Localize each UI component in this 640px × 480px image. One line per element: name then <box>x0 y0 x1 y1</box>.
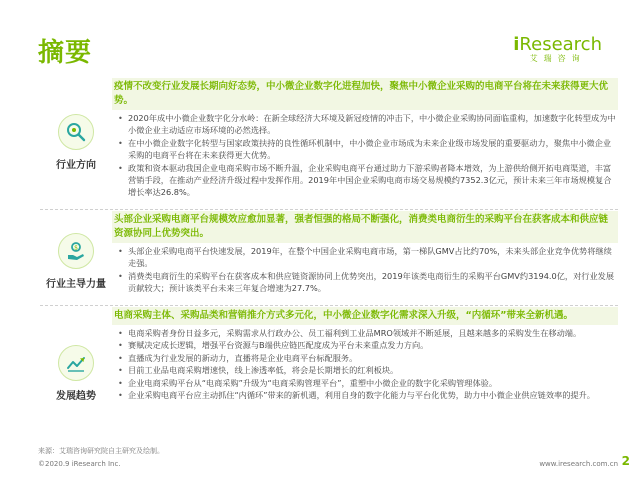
section-content <box>112 211 618 305</box>
logo-name: Research <box>519 34 602 55</box>
bullet-item: • 在中小微企业数字化转型与国家政策扶持的良性循环机制中，中小微企业市场成为未来企业级市场发展的重要驱动力，聚焦中小微企业采购的电商平台将在未来获得更大优势。 <box>122 137 618 162</box>
section-industry-leaders <box>40 211 618 305</box>
bullet-item: • 政策和资本驱动我国企业电商采购市场不断升温，企业采购电商平台通过助力下游采购者降本增效，为上游供给侧开拓电商渠道，丰富营销手段，在推动产业经济升级过程中发挥作用。2019年中国企业采购电商市场交易规模约7352.3亿元，预计未来三年市场规模复合增长率达26.8%。 <box>122 162 618 199</box>
website-link[interactable]: www.iresearch.com.cn <box>539 460 618 468</box>
source-note: 来源：艾瑞咨询研究院自主研究及绘制。 <box>38 447 164 455</box>
section-industry-direction <box>40 78 618 216</box>
trend-chart-icon <box>58 345 94 381</box>
section-headline: 疫情不改变行业发展长期向好态势，中小微企业数字化进程加快，聚焦中小微企业采购的电商平台将在未来获得更大优势。 <box>112 78 618 110</box>
section-label: 行业方向 <box>56 160 96 171</box>
bullet-item: • 2020年成中小微企业数字化分水岭：在新全球经济大环境及新冠疫情的冲击下，中小微企业采购协同面临重构，加速数字化转型成为中小微企业主动适应市场环境的必然选择。 <box>122 112 618 137</box>
logo-prefix: i <box>513 34 520 55</box>
page-title: 摘要 <box>38 38 93 68</box>
section-divider <box>40 305 618 306</box>
gear-magnifier-icon <box>58 114 94 150</box>
bullet-item: • 企业电商采购平台从“电商采购”升级为“电商采购管理平台”，重塑中小微企业的数字化采购管理体验。 <box>122 377 618 389</box>
bullet-item: • 电商采购者身份日益多元，采购需求从行政办公、员工福利到工业品MRO领域并不断延展，且越来越多的采购发生在移动端。 <box>122 327 618 339</box>
bullet-list <box>112 112 618 199</box>
page-number: 2 <box>621 454 630 468</box>
bullet-item: • 目前工业品电商采购增速快，线上渗透率低，将会是长期增长的红利板块。 <box>122 364 618 376</box>
section-label: 行业主导力量 <box>46 279 106 290</box>
section-label: 发展趋势 <box>56 391 96 402</box>
bullet-item: • 赛赋决定成长逻辑，增强平台资源与B端供应链匹配度成为平台未来重点发力方向。 <box>122 339 618 351</box>
section-icon-column <box>40 307 112 445</box>
bullet-list <box>112 245 618 295</box>
section-icon-column <box>40 211 112 305</box>
section-divider <box>40 209 618 210</box>
bullet-list <box>112 327 618 401</box>
section-content <box>112 307 618 445</box>
copyright-text: ©2020.9 iResearch Inc. <box>38 460 121 468</box>
bullet-item: • 企业采购电商平台应主动抓住“内循环”带来的新机遇，利用自身的数字化能力与平台化优势，助力中小微企业供应链效率的提升。 <box>122 389 618 401</box>
section-development-trends <box>40 307 618 445</box>
bullet-item: • 直播成为行业发展的新动力，直播将是企业电商平台标配服务。 <box>122 352 618 364</box>
section-headline: 电商采购主体、采购品类和营销推介方式多元化，中小微企业数字化需求深入升级，“内循环”带来全新机遇。 <box>112 307 618 325</box>
hand-coin-icon <box>58 233 94 269</box>
section-icon-column <box>40 78 112 216</box>
bullet-item: • 消费类电商衍生的采购平台在获客成本和供应链资源协同上优势突出，2019年该类电商衍生的采购平台GMV约3194.0亿，对行业发展贡献较大；预计该类平台未来三年复合增速为27.7%。 <box>122 270 618 295</box>
bullet-item: • 头部企业采购电商平台快速发展，2019年，在整个中国企业采购电商市场，第一梯队GMV占比约70%，未来头部企业竞争优势将继续走强。 <box>122 245 618 270</box>
iresearch-logo <box>513 34 602 64</box>
section-content <box>112 78 618 216</box>
logo-subtitle: 艾瑞咨询 <box>529 54 586 63</box>
section-headline: 头部企业采购电商平台规模效应愈加显著，强者恒强的格局不断强化，消费类电商衍生的采购平台在获客成本和供应链资源协同上优势突出。 <box>112 211 618 243</box>
svg-text:$: $ <box>74 244 78 252</box>
